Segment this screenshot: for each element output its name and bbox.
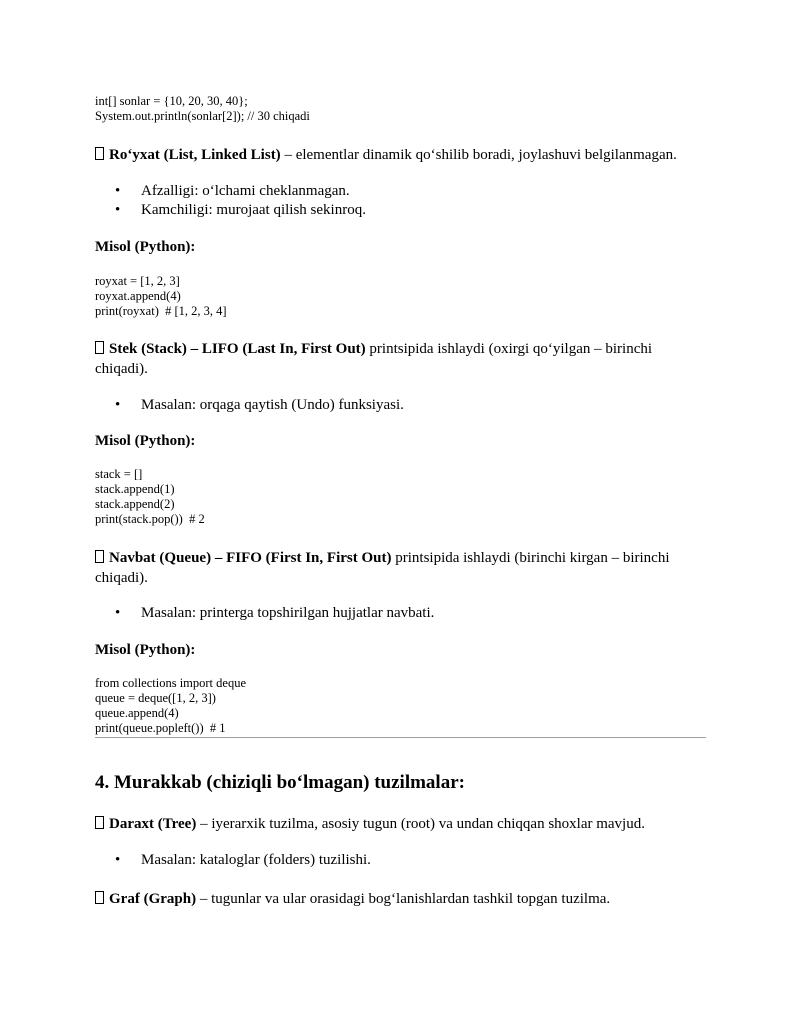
graph-text: – tugunlar va ular orasidagi bog‘lanishlardan tashkil topgan tuzilma.: [196, 891, 611, 907]
tree-bullets: [95, 851, 710, 870]
missing-glyph-icon: [95, 891, 104, 904]
list-item: • Masalan: kataloglar (folders) tuzilishi.: [115, 852, 371, 868]
bullet-icon: •: [115, 852, 121, 868]
list-item: • Kamchiligi: murojaat qilish sekinroq.: [115, 202, 366, 218]
missing-glyph-icon: [95, 147, 104, 160]
list-code-block: [95, 274, 710, 319]
missing-glyph-icon: [95, 816, 104, 829]
code-line: royxat.append(4): [95, 289, 181, 303]
bullet-icon: •: [115, 397, 121, 413]
tree-title: Daraxt (Tree): [109, 816, 197, 832]
horizontal-divider: [95, 737, 706, 738]
code-line: stack = []: [95, 467, 143, 481]
stack-text: printsipida ishlaydi (oxirgi qo‘yilgan – birinchi: [365, 341, 653, 357]
stack-text-cont: chiqadi).: [95, 361, 148, 377]
graph-title: Graf (Graph): [109, 891, 197, 907]
missing-glyph-icon: [95, 550, 104, 563]
section-heading: 4. Murakkab (chiziqli bo‘lmagan) tuzilmalar:: [95, 772, 465, 793]
queue-paragraph: [95, 548, 710, 588]
queue-title: Navbat (Queue) – FIFO (First In, First Out): [109, 550, 392, 566]
stack-title: Stek (Stack) – LIFO (Last In, First Out): [109, 341, 366, 357]
list-paragraph: [95, 145, 710, 165]
bullet-icon: •: [115, 183, 121, 199]
tree-paragraph: [95, 814, 710, 834]
code-line: print(stack.pop()) # 2: [95, 512, 205, 526]
list-item: • Masalan: orqaga qaytish (Undo) funksiyasi.: [115, 397, 404, 413]
list-item: • Afzalligi: o‘lchami cheklanmagan.: [115, 183, 350, 199]
code-line: queue.append(4): [95, 706, 179, 720]
queue-text: printsipida ishlaydi (birinchi kirgan – birinchi: [391, 550, 670, 566]
stack-bullets: [95, 396, 710, 415]
code-line: int[] sonlar = {10, 20, 30, 40};: [95, 94, 248, 108]
queue-misol-label: Misol (Python):: [95, 642, 196, 658]
bullet-icon: •: [115, 202, 121, 218]
code-line: stack.append(1): [95, 482, 175, 496]
list-item: • Masalan: printerga topshirilgan hujjatlar navbati.: [115, 605, 435, 621]
stack-code-block: [95, 467, 710, 527]
missing-glyph-icon: [95, 341, 104, 354]
code-line: royxat = [1, 2, 3]: [95, 274, 180, 288]
tree-text: – iyerarxik tuzilma, asosiy tugun (root) va undan chiqqan shoxlar mavjud.: [196, 816, 645, 832]
list-bullets: [95, 182, 710, 220]
code-line: from collections import deque: [95, 676, 247, 690]
stack-paragraph: [95, 339, 710, 379]
queue-bullets: [95, 604, 710, 623]
queue-text-cont: chiqadi).: [95, 570, 148, 586]
code-line: System.out.println(sonlar[2]); // 30 chiqadi: [95, 109, 310, 123]
list-misol-label: Misol (Python):: [95, 239, 196, 255]
code-line: print(royxat) # [1, 2, 3, 4]: [95, 304, 227, 318]
array-code-block: [95, 94, 710, 124]
bullet-icon: •: [115, 605, 121, 621]
code-line: stack.append(2): [95, 497, 175, 511]
list-text: – elementlar dinamik qo‘shilib boradi, joylashuvi belgilanmagan.: [280, 147, 677, 163]
queue-code-block: [95, 676, 710, 736]
stack-misol-label: Misol (Python):: [95, 433, 196, 449]
graph-paragraph: [95, 889, 710, 909]
code-line: print(queue.popleft()) # 1: [95, 721, 226, 735]
code-line: queue = deque([1, 2, 3]): [95, 691, 216, 705]
list-title: Ro‘yxat (List, Linked List): [109, 147, 281, 163]
